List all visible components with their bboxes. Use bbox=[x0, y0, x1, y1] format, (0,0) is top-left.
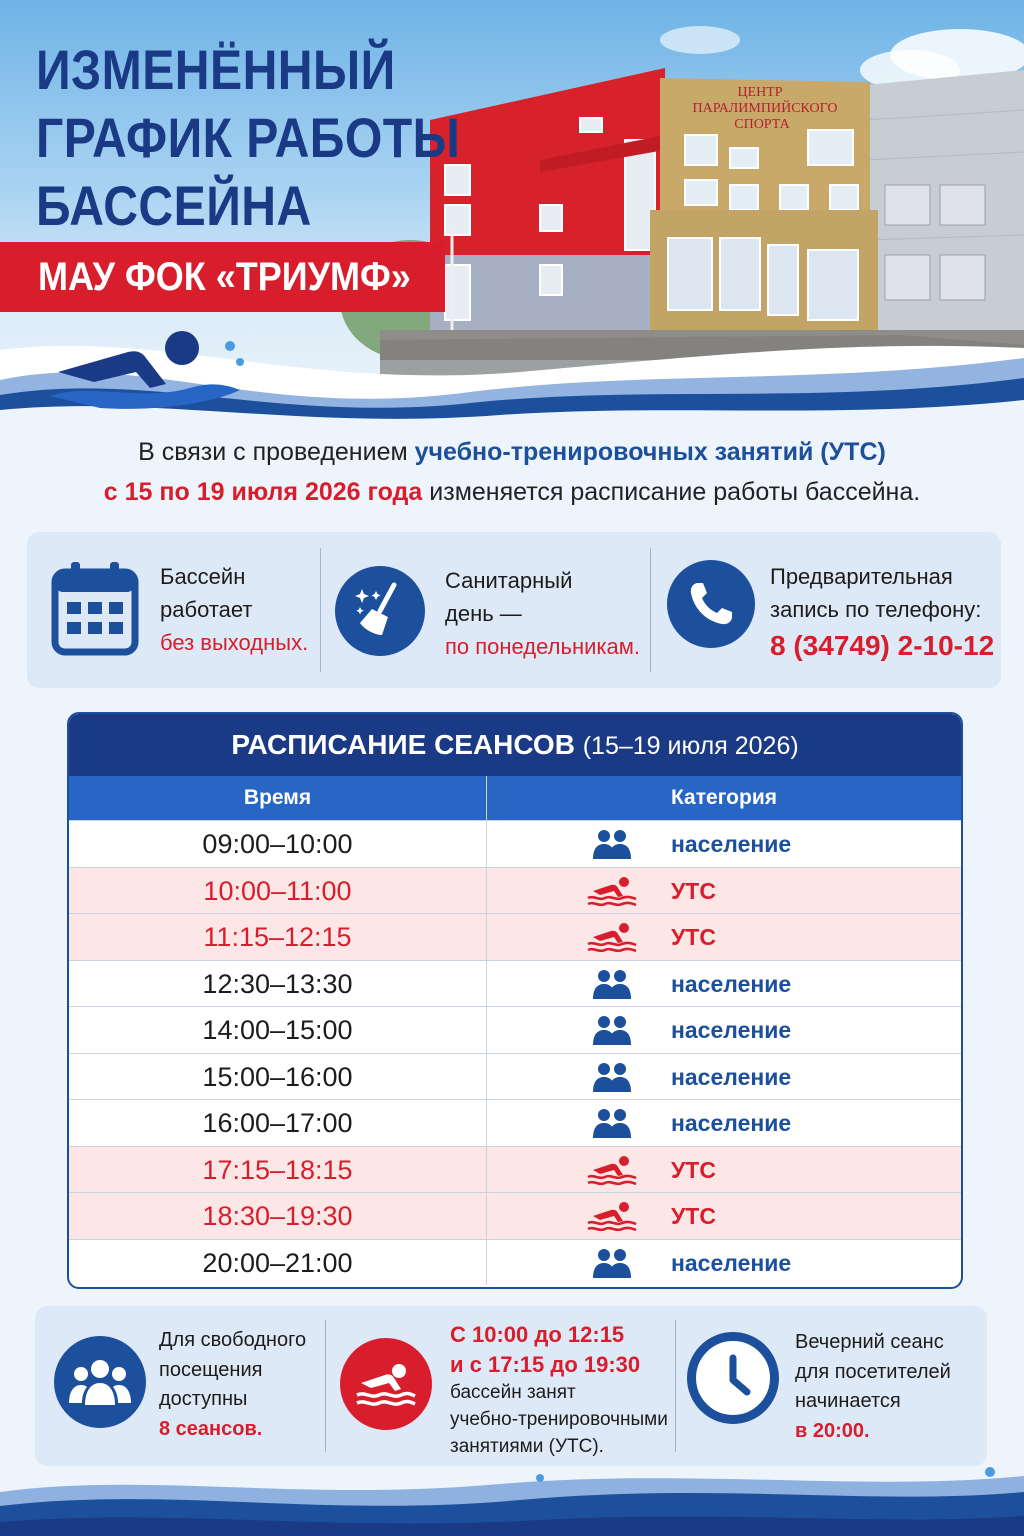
row-category: население bbox=[671, 1017, 792, 1043]
row-category-cell bbox=[487, 1193, 961, 1239]
clock-icon bbox=[687, 1332, 779, 1424]
booking-line-1: Предварительная bbox=[770, 564, 953, 589]
building-sign-line-2: ПАРАЛИМПИЙСКОГО bbox=[692, 101, 838, 116]
divider bbox=[320, 548, 321, 672]
divider bbox=[675, 1320, 676, 1452]
table-row bbox=[69, 1053, 961, 1100]
calendar-icon bbox=[51, 560, 139, 656]
evening-line-1: Вечерний сеанс bbox=[795, 1331, 944, 1353]
schedule-header-row bbox=[69, 776, 961, 820]
row-time: 09:00–10:00 bbox=[69, 821, 487, 867]
page-title bbox=[36, 36, 529, 240]
phone-icon bbox=[667, 560, 755, 648]
header-category: Категория bbox=[670, 786, 777, 809]
divider bbox=[325, 1320, 326, 1452]
sanitary-line-3: по понедельникам. bbox=[445, 634, 640, 659]
org-name: МАУ ФОК «ТРИУМФ» bbox=[38, 255, 411, 299]
pool-line-2: работает bbox=[160, 597, 253, 622]
row-category-cell bbox=[487, 868, 961, 914]
busy-line-4: учебно-тренировочными bbox=[450, 1409, 668, 1430]
notice-l2-text: изменяется расписание работы бассейна. bbox=[422, 478, 921, 506]
title-line-2: ГРАФИК РАБОТЫ bbox=[36, 106, 461, 169]
people-icon bbox=[587, 969, 637, 999]
info-panel bbox=[27, 532, 1001, 688]
sanitary-line-1: Санитарный bbox=[445, 568, 573, 593]
hero-banner bbox=[0, 0, 1024, 420]
table-row bbox=[69, 820, 961, 867]
booking-phone-number[interactable]: 8 (34749) 2-10-12 bbox=[770, 630, 995, 661]
org-name-banner bbox=[0, 242, 445, 312]
row-category: УТС bbox=[671, 1203, 716, 1229]
schedule-subtitle: (15–19 июля 2026) bbox=[582, 732, 799, 760]
sanitary-line-2: день — bbox=[445, 601, 522, 626]
row-category-cell bbox=[487, 821, 961, 867]
free-line-3: доступны bbox=[159, 1388, 248, 1410]
row-category-cell bbox=[487, 1007, 961, 1053]
schedule-title-text: РАСПИСАНИЕ СЕАНСОВ bbox=[231, 729, 575, 760]
swimmer-icon bbox=[340, 1338, 432, 1430]
title-line-3: БАССЕЙНА bbox=[36, 174, 312, 237]
cleaning-broom-icon bbox=[335, 566, 425, 656]
row-time: 12:30–13:30 bbox=[69, 961, 487, 1007]
notice-utc-highlight: учебно-тренировочных занятий (УТС) bbox=[414, 438, 886, 466]
notice-line-1 bbox=[0, 432, 1024, 472]
header-time: Время bbox=[69, 776, 487, 820]
evening-line-4: в 20:00. bbox=[795, 1419, 870, 1442]
booking-text bbox=[770, 560, 994, 666]
row-category-cell bbox=[487, 1054, 961, 1100]
sanitary-day-text bbox=[445, 564, 640, 663]
building-sign-line-1: ЦЕНТР bbox=[737, 85, 783, 100]
table-row bbox=[69, 1006, 961, 1053]
pool-line-3: без выходных. bbox=[160, 630, 309, 655]
table-row bbox=[69, 1099, 961, 1146]
row-category: население bbox=[671, 970, 792, 997]
utc-busy-text bbox=[450, 1320, 668, 1460]
divider bbox=[650, 548, 651, 672]
swimmer-icon bbox=[587, 922, 637, 952]
booking-line-2: запись по телефону: bbox=[770, 597, 982, 622]
swimmer-icon bbox=[587, 1201, 637, 1231]
row-time: 20:00–21:00 bbox=[69, 1240, 487, 1286]
building-sign-line-3: СПОРТА bbox=[734, 117, 790, 132]
people-icon bbox=[587, 829, 637, 859]
row-category-cell bbox=[487, 914, 961, 960]
free-line-4: 8 сеансов. bbox=[159, 1417, 263, 1440]
row-time: 15:00–16:00 bbox=[69, 1054, 487, 1100]
row-category-cell bbox=[487, 1240, 961, 1286]
table-row bbox=[69, 960, 961, 1007]
people-icon bbox=[587, 1108, 637, 1138]
notice-dates: с 15 по 19 июля 2026 года bbox=[103, 478, 423, 506]
row-category: УТС bbox=[671, 877, 716, 904]
people-icon bbox=[587, 1248, 637, 1278]
schedule-title bbox=[69, 714, 961, 776]
row-time: 17:15–18:15 bbox=[69, 1147, 487, 1193]
busy-line-2: и с 17:15 до 19:30 bbox=[450, 1351, 641, 1377]
row-category: УТС bbox=[671, 1156, 716, 1183]
swimmer-icon bbox=[587, 876, 637, 906]
row-time: 10:00–11:00 bbox=[69, 868, 487, 914]
table-row bbox=[69, 1192, 961, 1239]
footer-waves bbox=[0, 1462, 1024, 1536]
evening-line-3: начинается bbox=[795, 1390, 901, 1412]
notice-line-2 bbox=[0, 472, 1024, 512]
table-row bbox=[69, 1239, 961, 1286]
people-icon bbox=[587, 1062, 637, 1092]
schedule-rows bbox=[69, 820, 961, 1285]
swimmer-icon bbox=[587, 1155, 637, 1185]
pool-schedule-text bbox=[160, 560, 308, 659]
row-category: УТС bbox=[671, 924, 716, 950]
pool-line-1: Бассейн bbox=[160, 564, 246, 589]
notice-l1-text: В связи с проведением bbox=[138, 438, 415, 466]
row-category: население bbox=[671, 1063, 792, 1090]
row-category: население bbox=[671, 831, 792, 857]
row-time: 16:00–17:00 bbox=[69, 1100, 487, 1146]
free-line-2: посещения bbox=[159, 1358, 263, 1381]
row-time: 18:30–19:30 bbox=[69, 1193, 487, 1239]
table-row bbox=[69, 867, 961, 914]
free-sessions-text bbox=[159, 1326, 306, 1444]
busy-line-3: бассейн занят bbox=[450, 1382, 576, 1403]
schedule-table bbox=[67, 712, 963, 1289]
people-icon bbox=[587, 1015, 637, 1045]
row-category-cell bbox=[487, 961, 961, 1007]
table-row bbox=[69, 913, 961, 960]
row-time: 14:00–15:00 bbox=[69, 1007, 487, 1053]
evening-line-2: для посетителей bbox=[795, 1360, 951, 1383]
evening-session-text bbox=[795, 1328, 951, 1446]
table-row bbox=[69, 1146, 961, 1193]
row-category: население bbox=[671, 1249, 792, 1276]
people-icon bbox=[54, 1336, 146, 1428]
busy-line-5: занятиями (УТС). bbox=[450, 1436, 604, 1457]
free-line-1: Для свободного bbox=[159, 1329, 307, 1351]
summary-panel bbox=[35, 1306, 987, 1466]
row-time: 11:15–12:15 bbox=[69, 914, 487, 960]
swimmer-logo-icon bbox=[40, 322, 250, 412]
busy-line-1: С 10:00 до 12:15 bbox=[450, 1322, 625, 1347]
row-category-cell bbox=[487, 1100, 961, 1146]
row-category-cell bbox=[487, 1147, 961, 1193]
row-category: население bbox=[671, 1110, 792, 1136]
notice-text bbox=[0, 432, 1024, 512]
title-line-1: ИЗМЕНЁННЫЙ bbox=[36, 38, 396, 101]
